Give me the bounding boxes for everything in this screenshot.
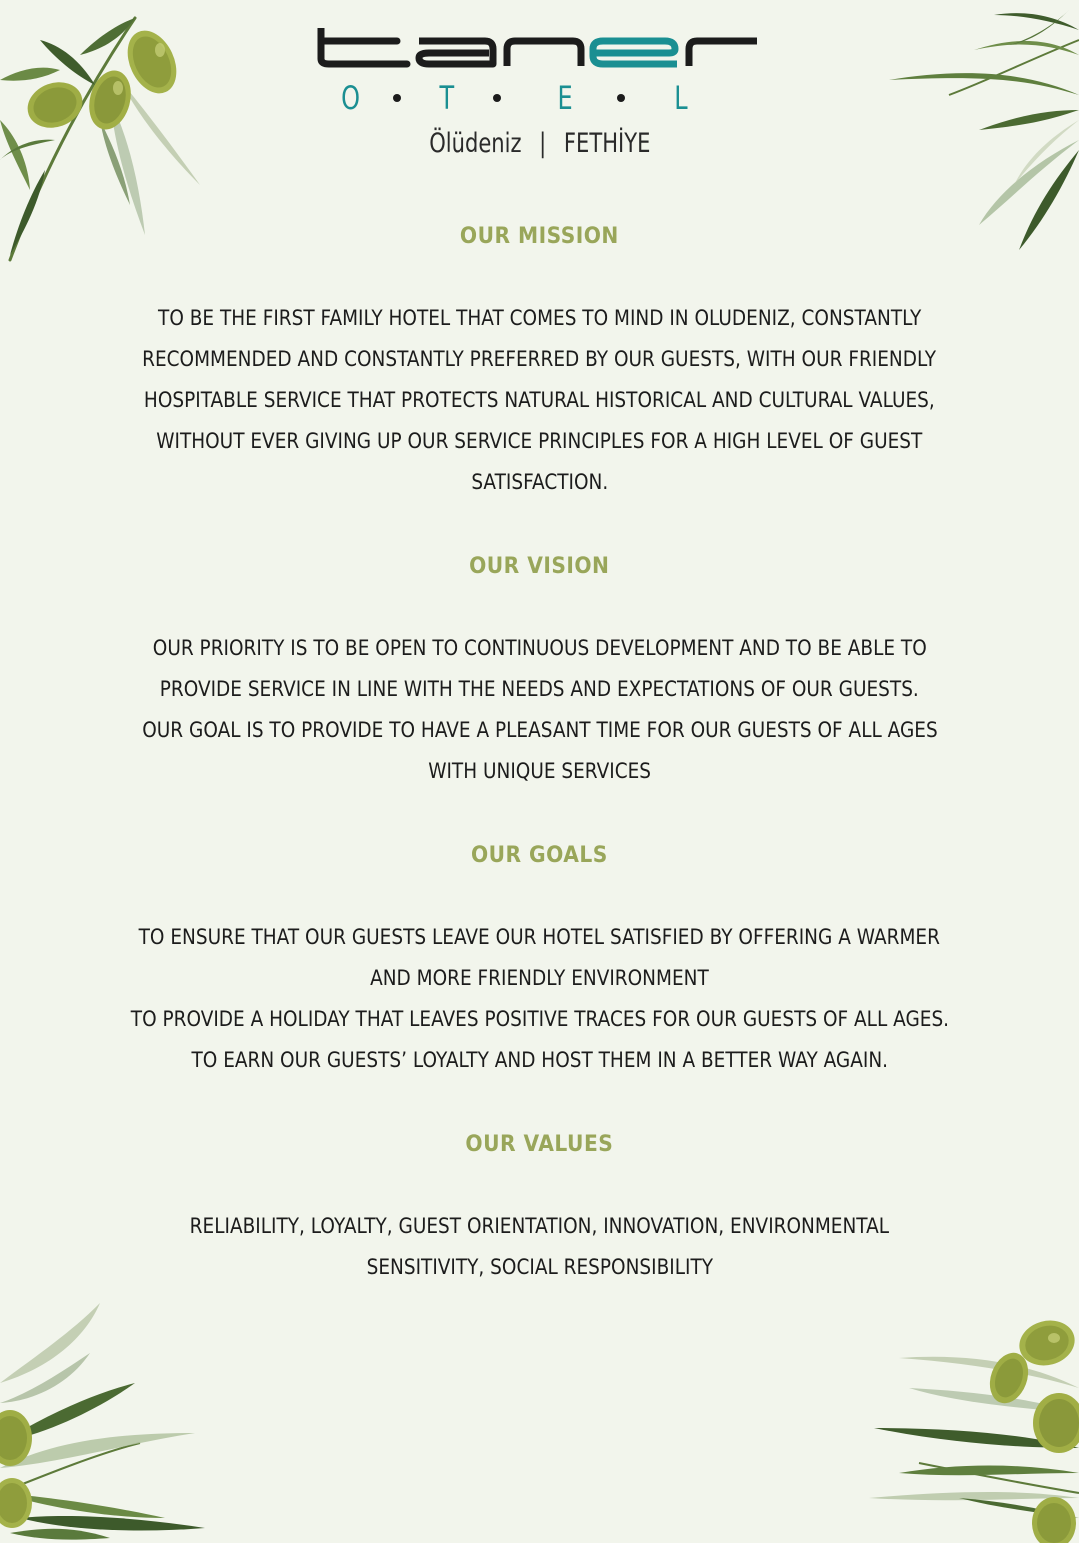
vision-text	[60, 628, 1019, 792]
goals-title: OUR GOALS	[471, 843, 608, 868]
text-line: TO PROVIDE A HOLIDAY THAT LEAVES POSITIVE TRACES FOR OUR GUESTS OF ALL AGES.	[130, 1007, 949, 1031]
brand-wordmark	[317, 28, 762, 70]
mission-title: OUR MISSION	[460, 224, 619, 249]
logo-dot	[393, 94, 401, 102]
logo-letter: T	[439, 79, 455, 117]
text-line: RECOMMENDED AND CONSTANTLY PREFERRED BY OUR GUESTS, WITH OUR FRIENDLY	[142, 347, 937, 371]
vision-title: OUR VISION	[469, 554, 610, 579]
text-line: SENSITIVITY, SOCIAL RESPONSIBILITY	[366, 1255, 713, 1279]
location-area: Ölüdeniz	[428, 128, 522, 159]
text-line: WITH UNIQUE SERVICES	[428, 759, 651, 783]
logo-letter: E	[557, 79, 573, 117]
text-line: TO EARN OUR GUESTS’ LOYALTY AND HOST THEM IN A BETTER WAY AGAIN.	[191, 1048, 888, 1072]
text-line: HOSPITABLE SERVICE THAT PROTECTS NATURAL HISTORICAL AND CULTURAL VALUES,	[144, 388, 935, 412]
olive-branch-icon	[0, 1293, 220, 1543]
text-line: OUR GOAL IS TO PROVIDE TO HAVE A PLEASANT TIME FOR OUR GUESTS OF ALL AGES	[141, 718, 938, 742]
text-line: WITHOUT EVER GIVING UP OUR SERVICE PRINCIPLES FOR A HIGH LEVEL OF GUEST	[156, 429, 923, 453]
location-separator: |	[538, 128, 546, 159]
logo-letter: L	[674, 79, 688, 117]
values-title: OUR VALUES	[465, 1132, 614, 1157]
text-line: TO ENSURE THAT OUR GUESTS LEAVE OUR HOTEL SATISFIED BY OFFERING A WARMER	[138, 925, 941, 949]
text-line: OUR PRIORITY IS TO BE OPEN TO CONTINUOUS DEVELOPMENT AND TO BE ABLE TO	[152, 636, 927, 660]
text-line: AND MORE FRIENDLY ENVIRONMENT	[370, 966, 709, 990]
text-line: PROVIDE SERVICE IN LINE WITH THE NEEDS AND EXPECTATIONS OF OUR GUESTS.	[159, 677, 920, 701]
text-line: SATISFACTION.	[471, 470, 608, 494]
hotel-logo	[0, 28, 1079, 70]
text-line: RELIABILITY, LOYALTY, GUEST ORIENTATION, INNOVATION, ENVIRONMENTAL	[189, 1214, 890, 1238]
hotel-location	[0, 124, 1079, 164]
logo-letter: O	[341, 79, 361, 117]
goals-text	[60, 917, 1019, 1081]
mission-text	[60, 298, 1019, 503]
logo-dot	[493, 94, 501, 102]
logo-subtitle	[0, 78, 1079, 118]
olive-branch-icon	[869, 1313, 1079, 1543]
logo-dot	[617, 94, 625, 102]
values-text	[60, 1206, 1019, 1288]
text-line: TO BE THE FIRST FAMILY HOTEL THAT COMES TO MIND IN OLUDENIZ, CONSTANTLY	[157, 306, 922, 330]
location-city: FETHİYE	[563, 128, 651, 159]
